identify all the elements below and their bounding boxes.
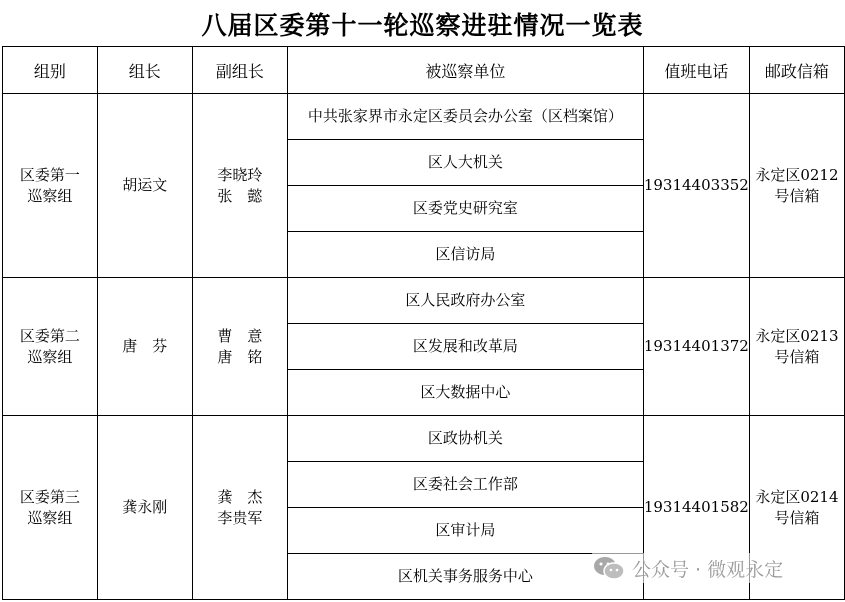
wechat-icon xyxy=(592,555,626,581)
group-name: 区委第三 巡察组 xyxy=(3,416,98,600)
group-leader: 龚永刚 xyxy=(97,416,192,600)
inspected-unit: 区机关事务服务中心 xyxy=(287,554,643,600)
watermark-text: 公众号 · 微观永定 xyxy=(632,558,784,581)
inspected-unit: 区人大机关 xyxy=(287,140,643,186)
inspection-table xyxy=(2,46,845,600)
group-leader: 唐 芬 xyxy=(97,278,192,416)
mailbox: 永定区0212 号信箱 xyxy=(749,94,844,278)
group-deputies: 龚 杰 李贵军 xyxy=(192,416,287,600)
inspected-unit: 区信访局 xyxy=(287,232,643,278)
duty-phone: 19314401372 xyxy=(643,278,749,416)
header-phone: 值班电话 xyxy=(643,47,749,94)
inspected-unit: 区大数据中心 xyxy=(287,370,643,416)
inspected-unit: 区委党史研究室 xyxy=(287,186,643,232)
watermark xyxy=(592,553,783,583)
inspected-unit: 区发展和改革局 xyxy=(287,324,643,370)
header-row xyxy=(3,47,845,94)
header-unit: 被巡察单位 xyxy=(287,47,643,94)
header-mailbox: 邮政信箱 xyxy=(749,47,844,94)
duty-phone: 19314403352 xyxy=(643,94,749,278)
inspected-unit: 中共张家界市永定区委员会办公室（区档案馆） xyxy=(287,94,643,140)
group-name: 区委第二 巡察组 xyxy=(3,278,98,416)
group-deputies: 李晓玲 张 懿 xyxy=(192,94,287,278)
table-row xyxy=(3,416,845,462)
group-name: 区委第一 巡察组 xyxy=(3,94,98,278)
inspected-unit: 区委社会工作部 xyxy=(287,462,643,508)
header-group: 组别 xyxy=(3,47,98,94)
table-row xyxy=(3,278,845,324)
inspected-unit: 区政协机关 xyxy=(287,416,643,462)
table-row xyxy=(3,94,845,140)
group-leader: 胡运文 xyxy=(97,94,192,278)
inspected-unit: 区审计局 xyxy=(287,508,643,554)
page-title: 八届区委第十一轮巡察进驻情况一览表 xyxy=(201,11,644,40)
group-deputies: 曹 意 唐 铭 xyxy=(192,278,287,416)
header-deputy: 副组长 xyxy=(192,47,287,94)
mailbox: 永定区0214 号信箱 xyxy=(749,416,844,600)
duty-phone: 19314401582 xyxy=(643,416,749,600)
inspected-unit: 区人民政府办公室 xyxy=(287,278,643,324)
header-leader: 组长 xyxy=(97,47,192,94)
mailbox: 永定区0213 号信箱 xyxy=(749,278,844,416)
